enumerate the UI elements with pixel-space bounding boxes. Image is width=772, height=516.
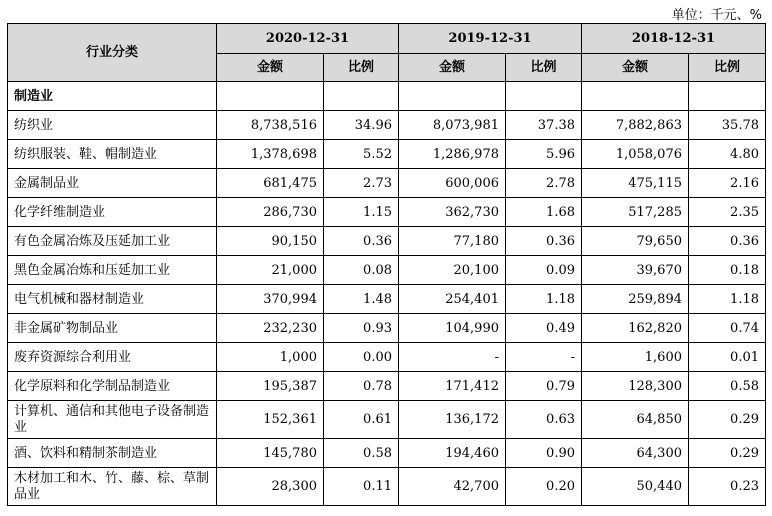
cell-ratio-2018: 0.18 — [689, 256, 766, 285]
cell-amount-2018: 79,650 — [582, 227, 689, 256]
header-amount: 金额 — [217, 54, 324, 82]
row-category: 酒、饮料和精制茶制造业 — [8, 439, 217, 468]
cell-amount-2019: 600,006 — [399, 169, 506, 198]
row-category: 电气机械和器材制造业 — [8, 285, 217, 314]
cell-ratio-2019: 0.36 — [506, 227, 582, 256]
cell-ratio-2018: 0.36 — [689, 227, 766, 256]
cell-amount-2020: 90,150 — [217, 227, 324, 256]
header-category: 行业分类 — [8, 24, 217, 82]
cell-amount-2020: 21,000 — [217, 256, 324, 285]
cell-ratio-2018: 0.58 — [689, 372, 766, 401]
header-year-2019: 2019-12-31 — [399, 24, 582, 54]
cell-ratio-2018: 0.23 — [689, 468, 766, 506]
cell-amount-2019: 8,073,981 — [399, 111, 506, 140]
section-title: 制造业 — [8, 82, 217, 111]
cell-amount-2020: 152,361 — [217, 401, 324, 439]
cell-amount-2020: 232,230 — [217, 314, 324, 343]
cell-amount-2020: 28,300 — [217, 468, 324, 506]
cell-ratio-2019: 1.18 — [506, 285, 582, 314]
cell-ratio-2019: 37.38 — [506, 111, 582, 140]
cell-ratio-2020: 0.58 — [324, 439, 399, 468]
section-row — [8, 82, 766, 111]
cell-amount-2019: 194,460 — [399, 439, 506, 468]
cell-ratio-2019: 0.09 — [506, 256, 582, 285]
header-ratio: 比例 — [324, 54, 399, 82]
cell-ratio-2018: 0.01 — [689, 343, 766, 372]
cell-amount-2018: 64,850 — [582, 401, 689, 439]
cell-ratio-2020: 0.61 — [324, 401, 399, 439]
table-row — [8, 439, 766, 468]
cell-amount-2018: 7,882,863 — [582, 111, 689, 140]
table-row — [8, 256, 766, 285]
header-ratio: 比例 — [506, 54, 582, 82]
row-category: 计算机、通信和其他电子设备制造业 — [8, 401, 217, 439]
cell-ratio-2018: 2.35 — [689, 198, 766, 227]
cell-ratio-2020: 2.73 — [324, 169, 399, 198]
row-category: 废弃资源综合利用业 — [8, 343, 217, 372]
header-ratio: 比例 — [689, 54, 766, 82]
table-row — [8, 314, 766, 343]
cell-amount-2019: - — [399, 343, 506, 372]
cell-amount-2018: 259,894 — [582, 285, 689, 314]
cell-ratio-2020: 1.15 — [324, 198, 399, 227]
cell-ratio-2019: 2.78 — [506, 169, 582, 198]
cell-amount-2019: 362,730 — [399, 198, 506, 227]
cell-amount-2019: 1,286,978 — [399, 140, 506, 169]
table-row — [8, 140, 766, 169]
cell-ratio-2018: 0.29 — [689, 439, 766, 468]
cell-ratio-2018: 4.80 — [689, 140, 766, 169]
cell-ratio-2018: 1.18 — [689, 285, 766, 314]
cell-amount-2018: 128,300 — [582, 372, 689, 401]
table-row — [8, 285, 766, 314]
cell-ratio-2019: - — [506, 343, 582, 372]
cell-ratio-2020: 5.52 — [324, 140, 399, 169]
cell-amount-2020: 8,738,516 — [217, 111, 324, 140]
cell-ratio-2020: 34.96 — [324, 111, 399, 140]
row-category: 非金属矿物制品业 — [8, 314, 217, 343]
cell-ratio-2020: 1.48 — [324, 285, 399, 314]
cell-ratio-2019: 0.20 — [506, 468, 582, 506]
cell-ratio-2018: 35.78 — [689, 111, 766, 140]
row-category: 有色金属冶炼及压延加工业 — [8, 227, 217, 256]
cell-amount-2020: 1,000 — [217, 343, 324, 372]
table-row — [8, 343, 766, 372]
cell-ratio-2020: 0.08 — [324, 256, 399, 285]
header-amount: 金额 — [399, 54, 506, 82]
table-row — [8, 468, 766, 506]
cell-amount-2020: 195,387 — [217, 372, 324, 401]
cell-ratio-2019: 0.90 — [506, 439, 582, 468]
cell-ratio-2019: 0.63 — [506, 401, 582, 439]
header-year-2018: 2018-12-31 — [582, 24, 766, 54]
row-category: 黑色金属冶炼和压延加工业 — [8, 256, 217, 285]
cell-ratio-2018: 2.16 — [689, 169, 766, 198]
cell-ratio-2020: 0.36 — [324, 227, 399, 256]
cell-amount-2018: 162,820 — [582, 314, 689, 343]
cell-ratio-2018: 0.29 — [689, 401, 766, 439]
cell-amount-2019: 77,180 — [399, 227, 506, 256]
cell-amount-2020: 1,378,698 — [217, 140, 324, 169]
cell-amount-2019: 136,172 — [399, 401, 506, 439]
cell-amount-2018: 39,670 — [582, 256, 689, 285]
cell-amount-2019: 171,412 — [399, 372, 506, 401]
cell-amount-2020: 681,475 — [217, 169, 324, 198]
cell-amount-2020: 145,780 — [217, 439, 324, 468]
table-row — [8, 401, 766, 439]
header-year-2020: 2020-12-31 — [217, 24, 399, 54]
cell-amount-2019: 254,401 — [399, 285, 506, 314]
cell-amount-2019: 104,990 — [399, 314, 506, 343]
table-row — [8, 227, 766, 256]
cell-amount-2020: 370,994 — [217, 285, 324, 314]
cell-ratio-2020: 0.93 — [324, 314, 399, 343]
industry-table — [7, 23, 766, 506]
cell-ratio-2020: 0.00 — [324, 343, 399, 372]
cell-amount-2018: 50,440 — [582, 468, 689, 506]
cell-amount-2019: 20,100 — [399, 256, 506, 285]
table-row — [8, 372, 766, 401]
header-amount: 金额 — [582, 54, 689, 82]
row-category: 化学纤维制造业 — [8, 198, 217, 227]
cell-amount-2018: 64,300 — [582, 439, 689, 468]
table-row — [8, 111, 766, 140]
row-category: 金属制品业 — [8, 169, 217, 198]
row-category: 木材加工和木、竹、藤、棕、草制品业 — [8, 468, 217, 506]
unit-note: 单位：千元、% — [671, 8, 762, 23]
cell-ratio-2019: 0.49 — [506, 314, 582, 343]
row-category: 纺织业 — [8, 111, 217, 140]
cell-ratio-2018: 0.74 — [689, 314, 766, 343]
cell-amount-2019: 42,700 — [399, 468, 506, 506]
cell-amount-2018: 475,115 — [582, 169, 689, 198]
cell-amount-2018: 1,600 — [582, 343, 689, 372]
cell-ratio-2020: 0.78 — [324, 372, 399, 401]
cell-ratio-2019: 0.79 — [506, 372, 582, 401]
table-row — [8, 198, 766, 227]
cell-amount-2018: 1,058,076 — [582, 140, 689, 169]
cell-amount-2018: 517,285 — [582, 198, 689, 227]
table-row — [8, 169, 766, 198]
cell-ratio-2019: 5.96 — [506, 140, 582, 169]
cell-ratio-2020: 0.11 — [324, 468, 399, 506]
cell-ratio-2019: 1.68 — [506, 198, 582, 227]
row-category: 纺织服装、鞋、帽制造业 — [8, 140, 217, 169]
row-category: 化学原料和化学制品制造业 — [8, 372, 217, 401]
cell-amount-2020: 286,730 — [217, 198, 324, 227]
